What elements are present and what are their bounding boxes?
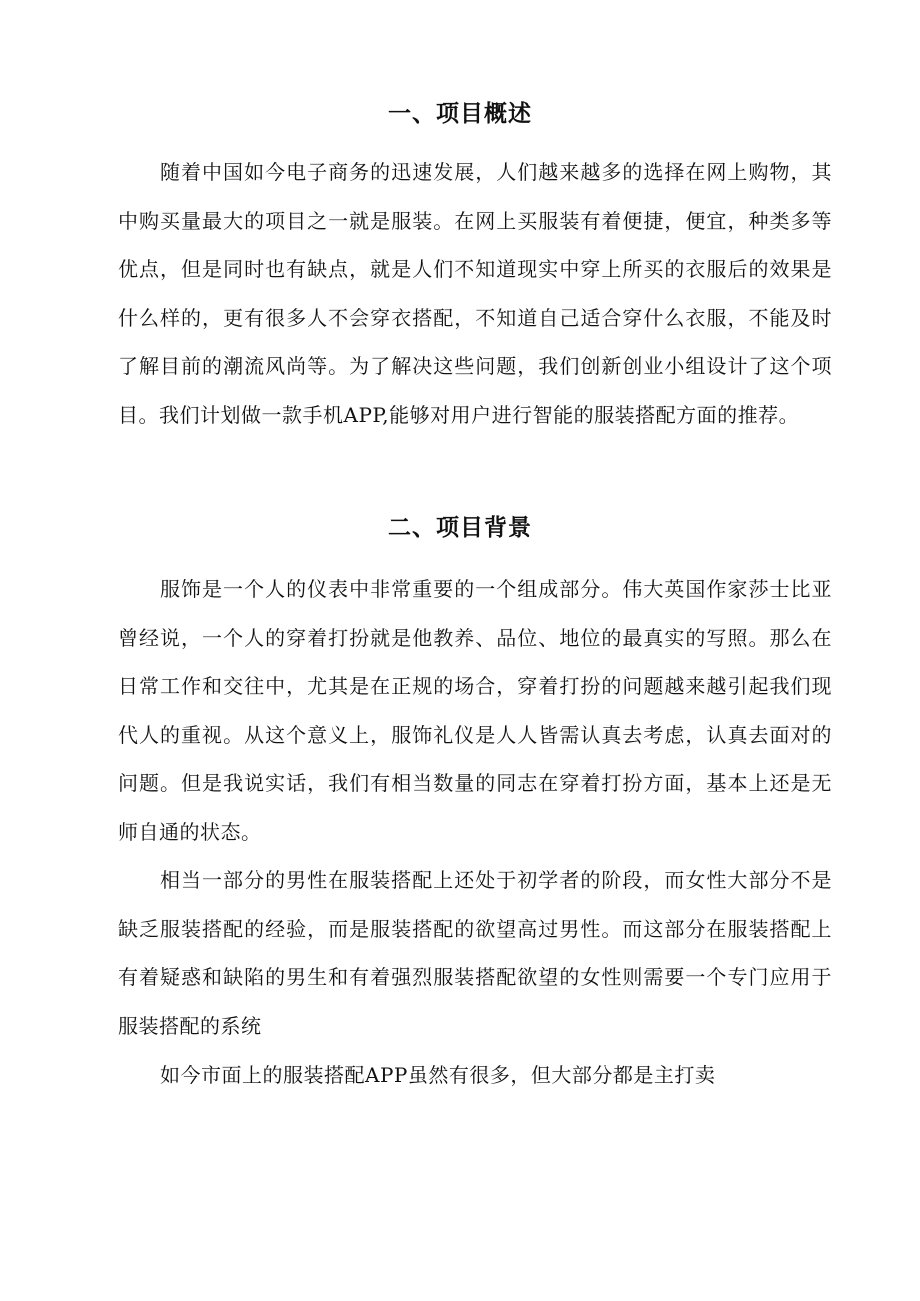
background-paragraph-1: 服饰是一个人的仪表中非常重要的一个组成部分。伟大英国作家莎士比亚曾经说，一个人的穿着打扮就是他教养、品位、地位的最真实的写照。那么在日常工作和交往中，尤其是在正规的场合，穿着打扮的问题越来越引起我们现代人的重视。从这个意义上，服饰礼仪是人人皆需认真去考虑，认真去面对的问题。但是我说实话，我们有相当数量的同志在穿着打扮方面，基本上还是无师自通的状态。 [118, 577, 832, 844]
background-paragraph-2: 相当一部分的男性在服装搭配上还处于初学者的阶段，而女性大部分不是缺乏服装搭配的经验，而是服装搭配的欲望高过男性。而这部分在服装搭配上有着疑惑和缺陷的男生和有着强烈服装搭配欲望的女性则需要一个专门应用于服装搭配的系统 [118, 868, 832, 1038]
background-paragraph-3: 如今市面上的服装搭配APP虽然有很多，但大部分都是主打卖 [160, 1063, 716, 1087]
overview-paragraph: 随着中国如今电子商务的迅速发展，人们越来越多的选择在网上购物，其中购买量最大的项目之一就是服装。在网上买服装有着便捷，便宜，种类多等优点，但是同时也有缺点，就是人们不知道现实中穿上所买的衣服后的效果是什么样的，更有很多人不会穿衣搭配，不知道自己适合穿什么衣服，不能及时了解目前的潮流风尚等。为了解决这些问题，我们创新创业小组设计了这个项目。我们计划做一款手机APP,能够对用户进行智能的服装搭配方面的推荐。 [118, 160, 832, 427]
section-heading-background: 二、项目背景 [388, 515, 532, 541]
section-heading-overview: 一、项目概述 [388, 101, 532, 127]
